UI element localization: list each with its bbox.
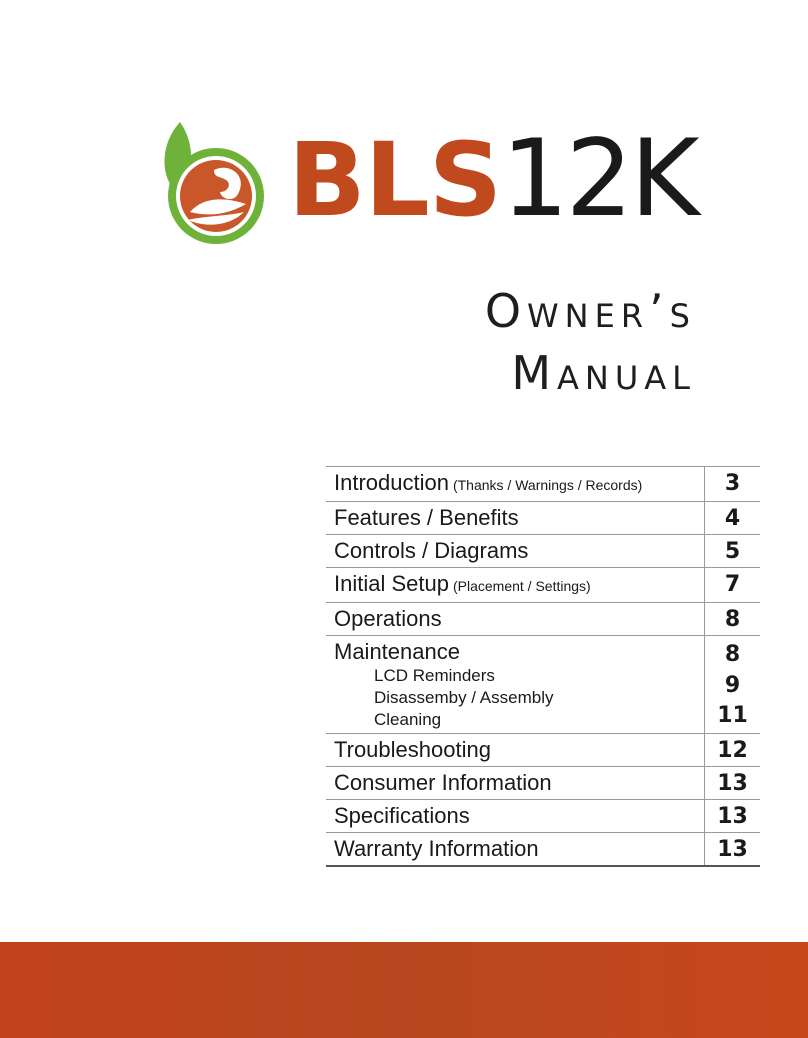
toc-row-initial-setup[interactable]: [326, 568, 760, 603]
toc-row-troubleshooting[interactable]: [326, 734, 760, 767]
toc-page-number: 5: [704, 535, 760, 567]
toc-row-controls[interactable]: [326, 535, 760, 568]
leaf-person-logo-icon: [158, 118, 278, 248]
document-title: [485, 280, 696, 404]
toc-page-number: 8: [724, 642, 741, 667]
toc-note: (Placement / Settings): [452, 578, 591, 594]
toc-row-maintenance[interactable]: [326, 636, 760, 734]
footer-band: [0, 942, 808, 1038]
toc-note: (Thanks / Warnings / Records): [452, 477, 643, 493]
table-of-contents: [326, 466, 760, 867]
toc-label: Features / Benefits: [334, 505, 519, 530]
toc-page-number: 3: [704, 467, 760, 501]
toc-page-number: 13: [704, 767, 760, 799]
toc-row-operations[interactable]: [326, 603, 760, 636]
title-line-2: Manual: [511, 346, 696, 400]
toc-label: Initial Setup: [334, 571, 449, 596]
toc-subitem-lcd-reminders[interactable]: LCD Reminders: [374, 666, 495, 685]
title-line-1: Owner’s: [484, 284, 696, 338]
toc-label: Warranty Information: [334, 836, 539, 861]
toc-label: Specifications: [334, 803, 470, 828]
toc-page-number: 9: [724, 672, 741, 698]
toc-row-consumer-information[interactable]: [326, 767, 760, 800]
toc-subitem-disassembly[interactable]: Disassemby / Assembly: [374, 688, 554, 707]
toc-row-specifications[interactable]: [326, 800, 760, 833]
toc-page-number: 4: [704, 502, 760, 534]
toc-row-features[interactable]: [326, 502, 760, 535]
toc-label: Operations: [334, 606, 442, 631]
toc-page-number: 12: [704, 734, 760, 766]
toc-page-number: 8: [704, 603, 760, 635]
toc-subitem-cleaning[interactable]: Cleaning: [374, 710, 442, 729]
toc-page-number: 13: [704, 833, 760, 865]
toc-label: Consumer Information: [334, 770, 552, 795]
toc-label: Troubleshooting: [334, 737, 491, 762]
toc-label: Controls / Diagrams: [334, 538, 529, 563]
toc-row-introduction[interactable]: [326, 467, 760, 502]
brand-logo: [158, 118, 718, 248]
toc-label: Introduction: [334, 470, 449, 495]
toc-page-number: 7: [704, 568, 760, 602]
model-number: 12K: [501, 117, 697, 240]
toc-page-number: 13: [704, 800, 760, 832]
toc-label: Maintenance: [334, 639, 460, 664]
brand-name: BLS: [288, 121, 502, 240]
toc-page-number: 11: [717, 703, 748, 728]
toc-row-warranty[interactable]: [326, 833, 760, 867]
